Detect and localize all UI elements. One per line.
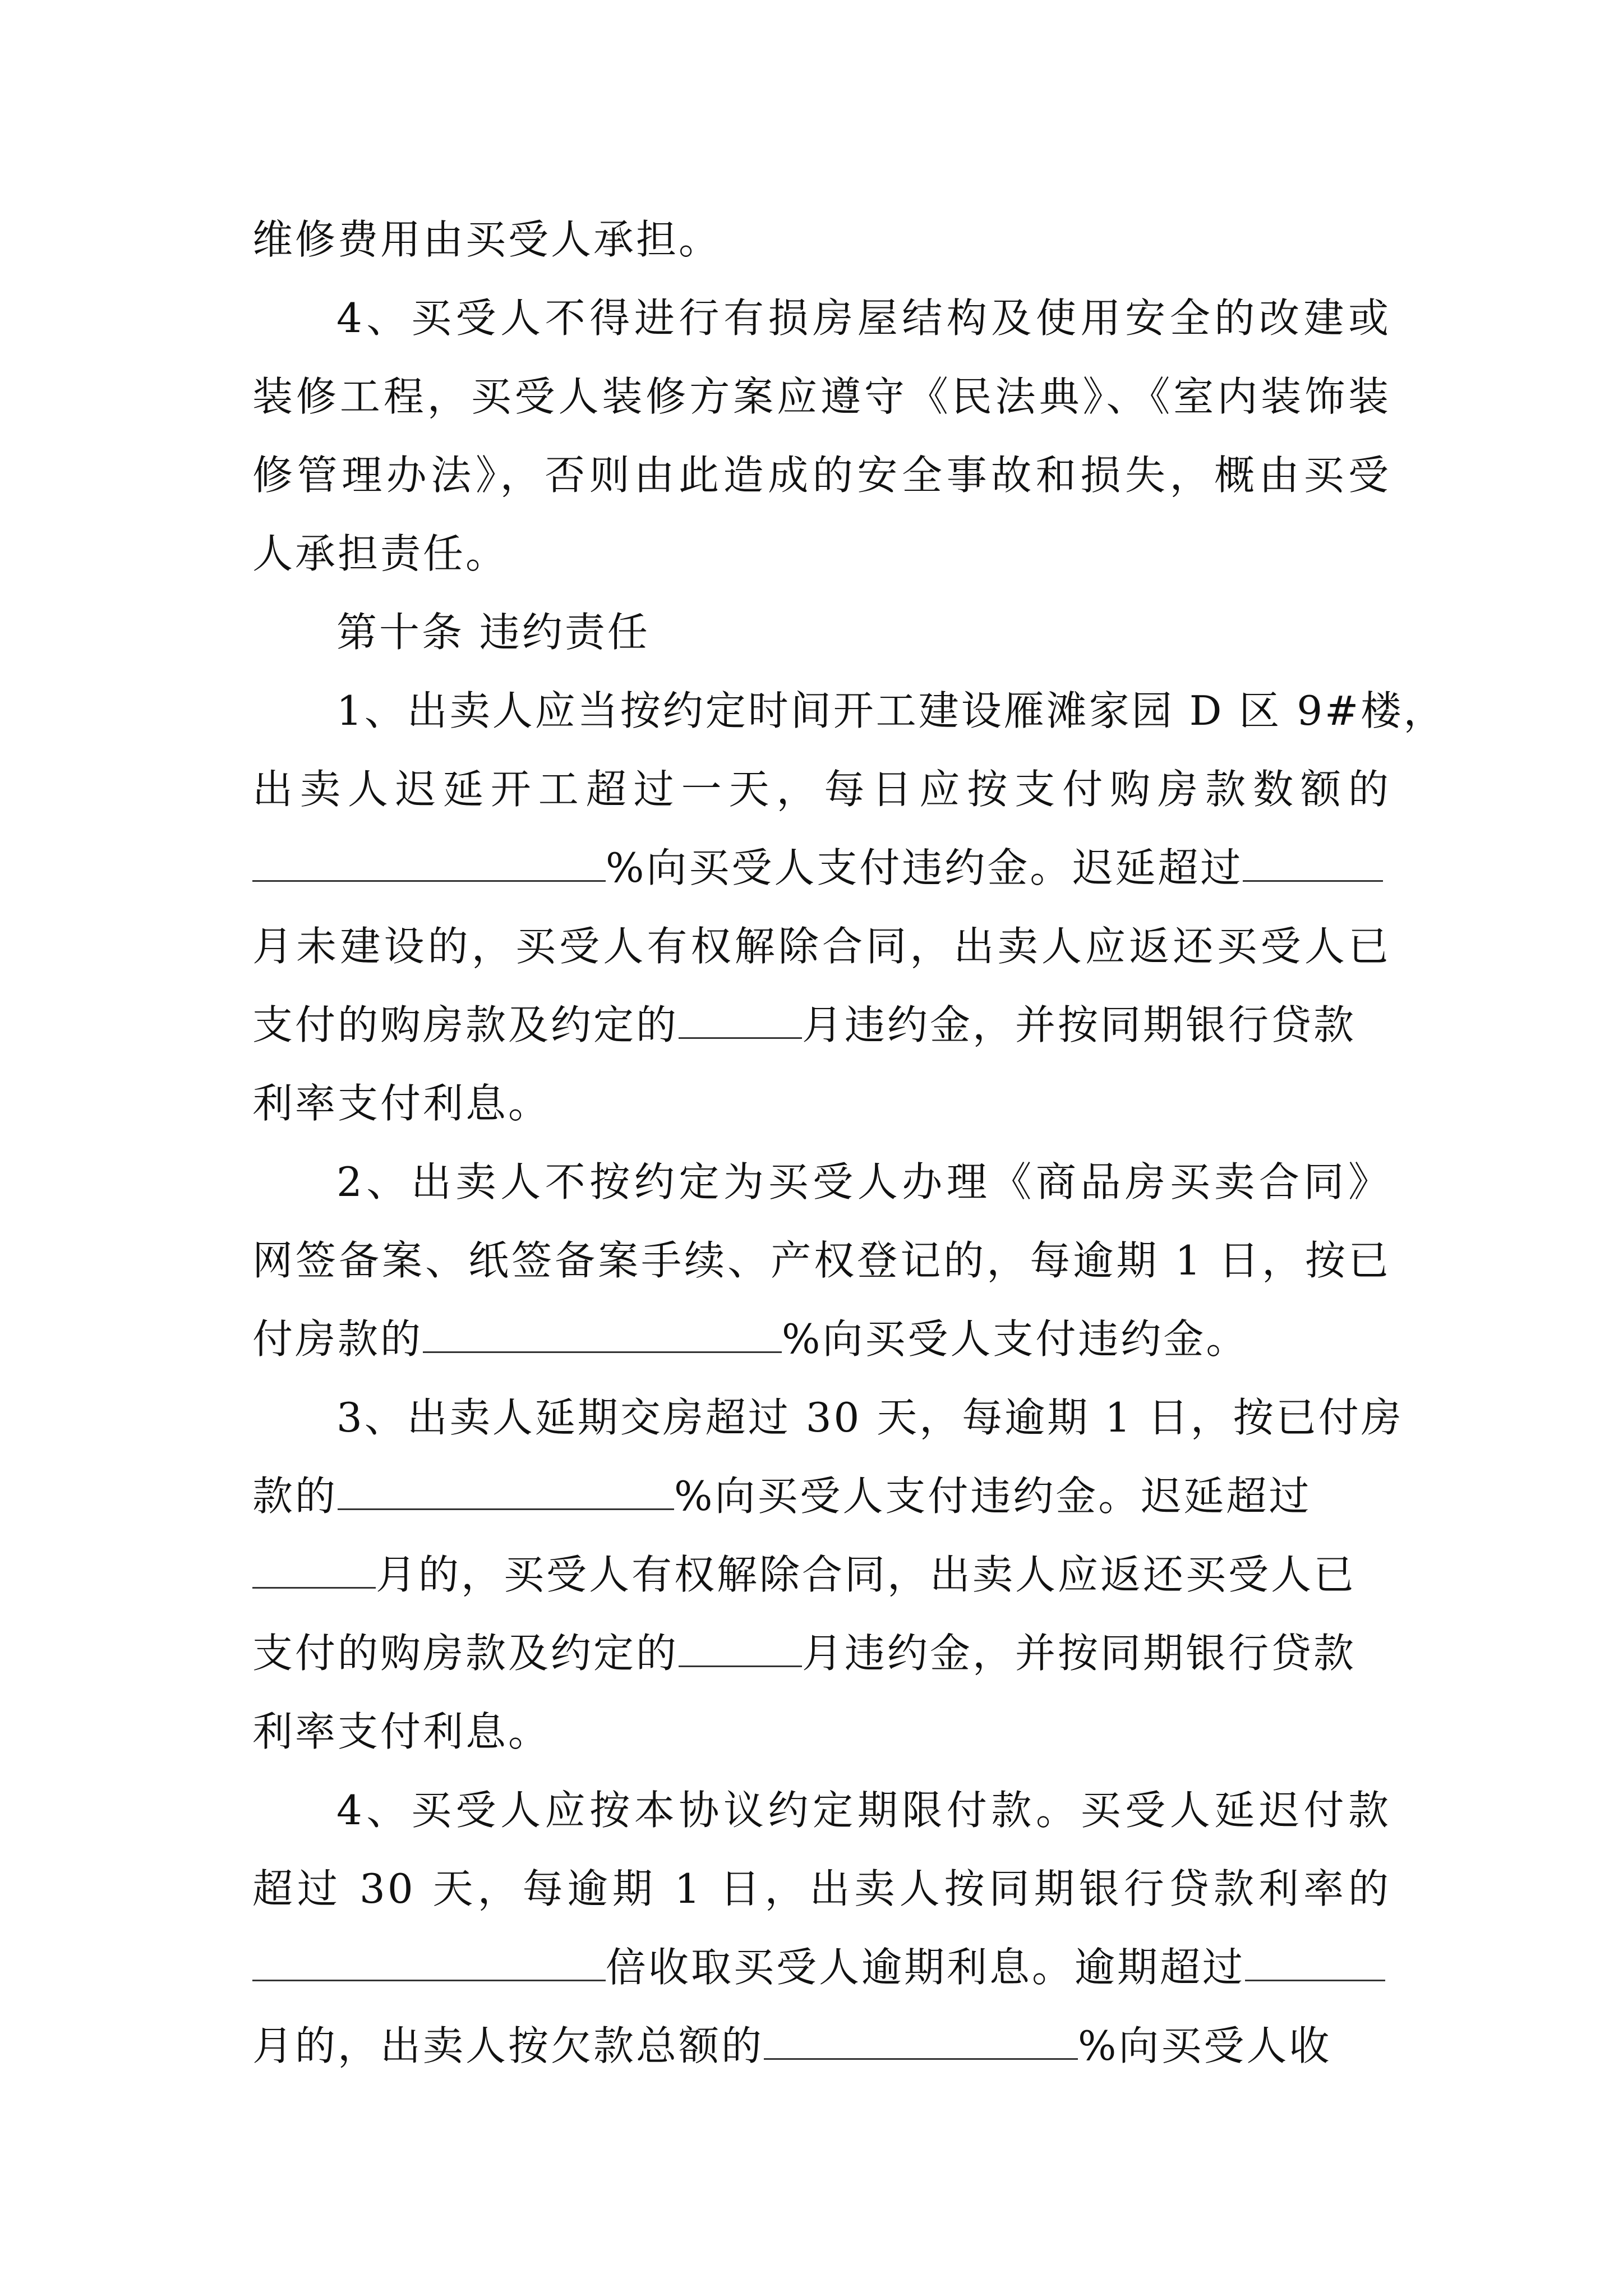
paragraph-line: 支付的购房款及约定的 月违约金，并按同期银行贷款 (252, 1001, 1357, 1048)
fill-in-blank[interactable] (423, 1317, 782, 1353)
paragraph-line: 倍收取买受人逾期利息。逾期超过 (252, 1936, 1391, 1998)
fill-in-blank[interactable] (338, 1474, 674, 1510)
paragraph-line: 4、买受人不得进行有损房屋结构及使用安全的改建或 (336, 295, 1391, 342)
fill-in-blank[interactable] (679, 1002, 802, 1039)
paragraph-line: 人承担责任。 (252, 530, 509, 577)
paragraph-line: %向买受人支付违约金。迟延超过 (252, 837, 1391, 899)
paragraph-line: 月未建设的，买受人有权解除合同，出卖人应返还买受人已 (252, 923, 1391, 970)
fill-in-blank[interactable] (252, 1552, 376, 1589)
paragraph-line: 出卖人迟延开工超过一天，每日应按支付购房款数额的 (252, 766, 1391, 813)
paragraph-line: 月的，买受人有权解除合同，出卖人应返还买受人已 (252, 1544, 1391, 1605)
paragraph-line: 2、出卖人不按约定为买受人办理《商品房买卖合同》 (336, 1158, 1391, 1205)
section-heading: 第十条 违约责任 (336, 609, 650, 656)
paragraph-line: 维修费用由买受人承担。 (252, 216, 722, 263)
paragraph-line: 利率支付利息。 (252, 1080, 551, 1127)
fill-in-blank[interactable] (1243, 845, 1383, 882)
paragraph-line: 装修工程，买受人装修方案应遵守《民法典》、《室内装饰装 (252, 373, 1391, 420)
fill-in-blank[interactable] (252, 845, 606, 882)
paragraph-line: 1、出卖人应当按约定时间开工建设雁滩家园 D 区 9#楼， (336, 687, 1446, 734)
fill-in-blank[interactable] (252, 1945, 606, 1981)
paragraph-line: 款的 %向买受人支付违约金。迟延超过 (252, 1473, 1312, 1520)
fill-in-blank[interactable] (679, 1631, 802, 1667)
paragraph-line: 超过 30 天，每逾期 1 日，出卖人按同期银行贷款利率的 (252, 1865, 1391, 1912)
paragraph-line: 付房款的 %向买受人支付违约金。 (252, 1315, 1249, 1363)
paragraph-line: 修管理办法》，否则由此造成的安全事故和损失，概由买受 (252, 452, 1391, 499)
paragraph-line: 3、出卖人延期交房超过 30 天，每逾期 1 日，按已付房 (336, 1394, 1404, 1441)
fill-in-blank[interactable] (764, 2023, 1078, 2060)
fill-in-blank[interactable] (1245, 1945, 1385, 1981)
paragraph-line: 支付的购房款及约定的 月违约金，并按同期银行贷款 (252, 1630, 1357, 1677)
paragraph-line: 网签备案、纸签备案手续、产权登记的，每逾期 1 日，按已 (252, 1237, 1391, 1284)
paragraph-line: 利率支付利息。 (252, 1708, 551, 1755)
paragraph-line: 月的，出卖人按欠款总额的 %向买受人收 (252, 2022, 1332, 2069)
paragraph-line: 4、买受人应按本协议约定期限付款。买受人延迟付款 (336, 1787, 1391, 1834)
